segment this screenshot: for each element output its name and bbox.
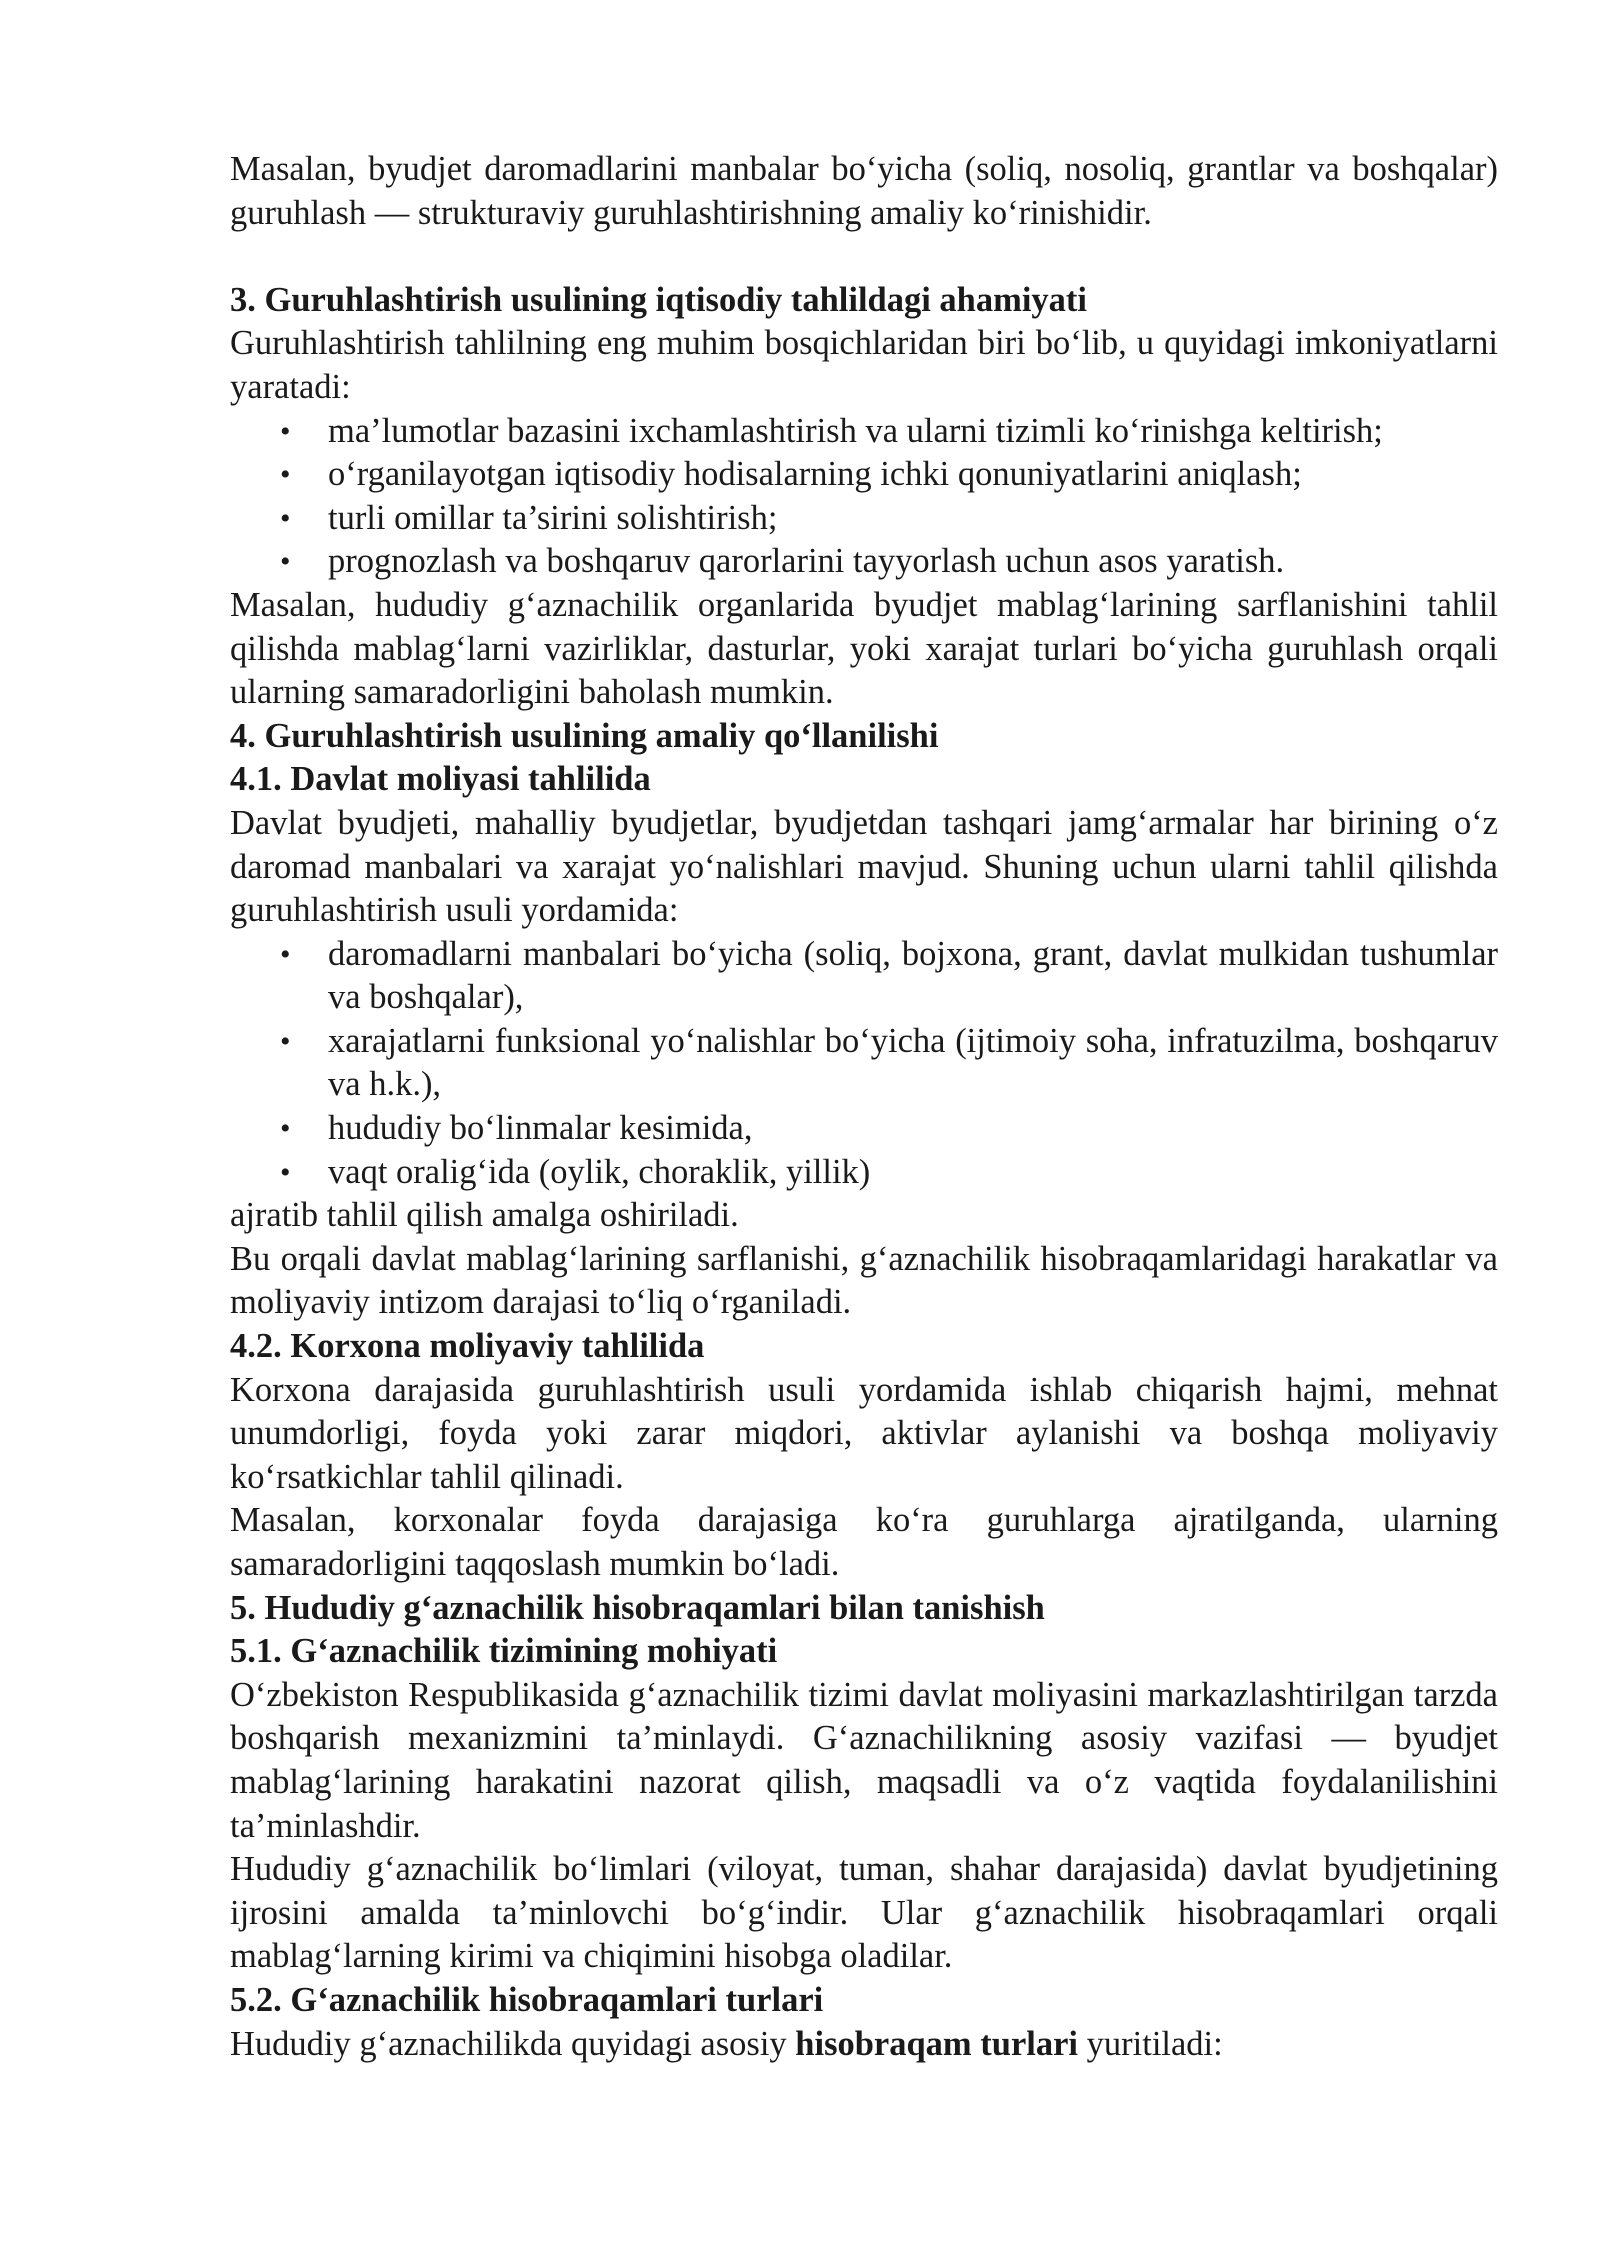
section-5-2-heading: 5.2. G‘aznachilik hisobraqamlari turlari <box>230 1980 824 2019</box>
list-item: • hududiy bo‘linmalar kesimida, <box>328 1107 1498 1151</box>
list-item: • vaqt oralig‘ida (oylik, choraklik, yillik) <box>328 1151 1498 1195</box>
section-4-1-heading: 4.1. Davlat moliyasi tahlilida <box>230 760 651 799</box>
section-4-2-paragraph-1: Korxona darajasida guruhlashtirish usuli yordamida ishlab chiqarish hajmi, mehnat unumdorligi, foyda yoki zarar miqdori, aktivlar aylanishi va boshqa moliyaviy ko‘rsatkichlar tahlil qilinadi. <box>230 1370 1498 1496</box>
section-4-2-heading: 4.2. Korxona moliyaviy tahlilida <box>230 1327 705 1366</box>
section-4-1-result: Bu orqali davlat mablag‘larining sarflanishi, g‘aznachilik hisobraqamlaridagi harakatlar va moliyaviy intizom darajasi to‘liq o‘rganiladi. <box>230 1239 1498 1322</box>
section-5-1-heading: 5.1. G‘aznachilik tizimining mohiyati <box>230 1632 778 1671</box>
section-3-heading: 3. Guruhlashtirish usulining iqtisodiy tahlildagi ahamiyati <box>230 280 1088 319</box>
section-5-1-paragraph-2: Hududiy g‘aznachilik bo‘limlari (viloyat, tuman, shahar darajasida) davlat byudjetining ijrosini amalda ta’minlovchi bo‘g‘indir. Ular g‘aznachilik hisobraqamlari orqali mablag‘larning kirimi va chiqimini hisobga oladilar. <box>230 1850 1498 1976</box>
section-3-example: Masalan, hududiy g‘aznachilik organlarida byudjet mablag‘larining sarflanishini tahlil qilishda mablag‘larni vazirliklar, dasturlar, yoki xarajat turlari bo‘yicha guruhlash orqali ularning samaradorligini baholash mumkin. <box>230 585 1498 712</box>
section-5-2-intro-start: Hududiy g‘aznachilikda quyidagi asosiy <box>230 2024 796 2063</box>
intro-paragraph: Masalan, byudjet daromadlarini manbalar bo‘yicha (soliq, nosoliq, grantlar va boshqalar) guruhlash — strukturaviy guruhlashtirishning amaliy ko‘rinishidir. <box>230 150 1498 232</box>
section-4-2-paragraph-2: Masalan, korxonalar foyda darajasiga ko‘ra guruhlarga ajratilganda, ularning samaradorligini taqqoslash mumkin bo‘ladi. <box>230 1501 1498 1583</box>
section-4-1-intro: Davlat byudjeti, mahalliy byudjetlar, byudjetdan tashqari jamg‘armalar har birining o‘z daromad manbalari va xarajat yo‘nalishlari mavjud. Shuning uchun ularni tahlil qilishda guruhlashtirish usuli yordamida: <box>230 803 1498 930</box>
document-page <box>230 148 1498 2066</box>
section-4-1-after-list: ajratib tahlil qilish amalga oshiriladi. <box>230 1196 739 1235</box>
list-item: • ma’lumotlar bazasini ixchamlashtirish va ularni tizimli ko‘rinishga keltirish; <box>328 410 1498 454</box>
blank-line <box>230 235 1498 279</box>
section-5-heading: 5. Hududiy g‘aznachilik hisobraqamlari bilan tanishish <box>230 1588 1045 1627</box>
section-5-1-paragraph-1: O‘zbekiston Respublikasida g‘aznachilik tizimi davlat moliyasini markazlashtirilgan tarzda boshqarish mexanizmini ta’minlaydi. G‘aznachilikning asosiy vazifasi — byudjet mablag‘larining harakatini nazorat qilish, maqsadli va o‘z vaqtida foydalanilishini ta’minlashdir. <box>230 1675 1498 1845</box>
list-item: • prognozlash va boshqaruv qarorlarini tayyorlash uchun asos yaratish. <box>328 540 1498 584</box>
section-4-1-bullet-list <box>230 933 1498 1195</box>
list-item: • o‘rganilayotgan iqtisodiy hodisalarning ichki qonuniyatlarini aniqlash; <box>328 453 1498 497</box>
section-3-intro: Guruhlashtirish tahlilning eng muhim bosqichlaridan biri bo‘lib, u quyidagi imkoniyatlarni yaratadi: <box>230 324 1498 406</box>
section-5-2-intro-bold: hisobraqam turlari <box>795 2024 1079 2063</box>
list-item: • turli omillar ta’sirini solishtirish; <box>328 497 1498 541</box>
section-4-heading: 4. Guruhlashtirish usulining amaliy qo‘llanilishi <box>230 716 939 755</box>
section-5-2-intro-end: yuritiladi: <box>1078 2024 1223 2063</box>
section-5-2-intro <box>230 2023 1498 2067</box>
list-item: • xarajatlarni funksional yo‘nalishlar bo‘yicha (ijtimoiy soha, infratuzilma, boshqaruv va h.k.), <box>328 1020 1498 1107</box>
list-item: • daromadlarni manbalari bo‘yicha (soliq, bojxona, grant, davlat mulkidan tushumlar va boshqalar), <box>328 933 1498 1020</box>
section-3-bullet-list <box>230 410 1498 584</box>
